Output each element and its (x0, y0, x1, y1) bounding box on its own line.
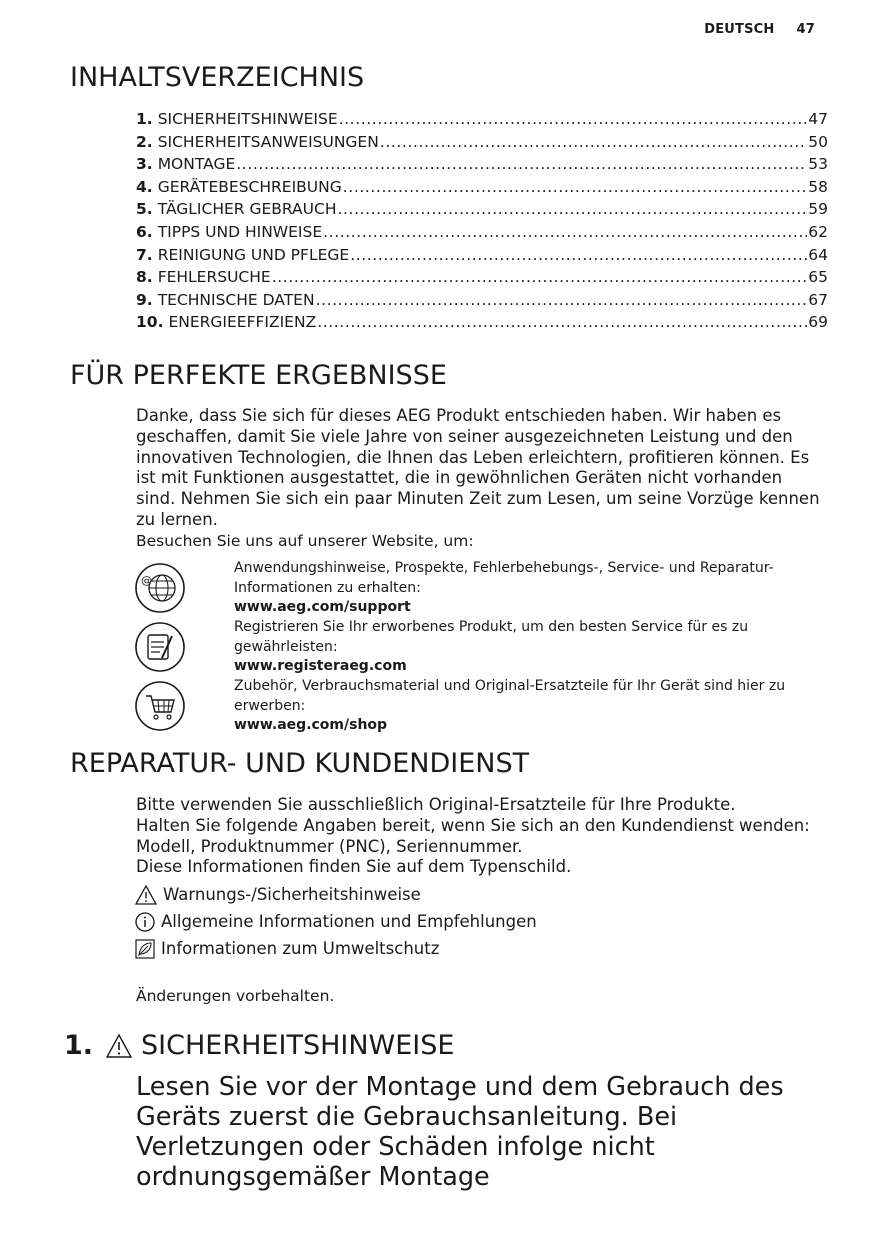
toc-item-number: 10. (136, 313, 164, 332)
website-item (134, 618, 814, 677)
globe-icon (134, 562, 186, 614)
website-description: Anwendungshinweise, Prospekte, Fehlerbehebungs-, Service- und Reparatur-Informationen zu erhalten: (234, 560, 774, 596)
perfect-results-title: FÜR PERFEKTE ERGEBNISSE (70, 360, 447, 391)
safety-section-title (64, 1030, 454, 1061)
toc-item-page: 62 (808, 222, 828, 241)
toc-item-label: TIPPS UND HINWEISE (157, 222, 323, 241)
svg-text:@: @ (141, 574, 152, 587)
warning-icon (105, 1033, 133, 1059)
intro-text (136, 406, 826, 552)
section-title: SICHERHEITSHINWEISE (141, 1030, 455, 1061)
symbol-row (134, 935, 537, 962)
page-number: 47 (796, 22, 815, 37)
toc-item[interactable] (136, 291, 828, 314)
toc-item[interactable] (136, 133, 828, 156)
toc-item-number: 8. (136, 268, 153, 287)
symbol-label: Informationen zum Umweltschutz (161, 939, 440, 958)
toc-item-page: 53 (808, 155, 828, 174)
website-description: Registrieren Sie Ihr erworbenes Produkt, um den besten Service für es zu gewährleisten: (234, 619, 749, 655)
toc-item-page: 58 (808, 177, 828, 196)
register-link[interactable]: www.registeraeg.com (234, 658, 407, 674)
toc-leader (323, 223, 807, 241)
toc-leader (350, 246, 807, 264)
language-label: DEUTSCH (704, 22, 775, 37)
toc-item[interactable] (136, 313, 828, 336)
warning-icon (134, 884, 158, 906)
toc-leader (272, 268, 808, 286)
toc-leader (236, 155, 807, 173)
cart-icon (134, 680, 186, 732)
toc-leader (317, 313, 807, 331)
toc-item[interactable] (136, 246, 828, 269)
toc-item-number: 1. (136, 110, 153, 128)
toc-leader (343, 178, 808, 196)
toc-item-number: 5. (136, 200, 153, 219)
toc-item-label: REINIGUNG UND PFLEGE (157, 245, 350, 264)
toc-item-label: MONTAGE (157, 155, 236, 174)
toc-item[interactable] (136, 223, 828, 246)
symbol-label: Allgemeine Informationen und Empfehlungen (161, 912, 537, 931)
toc-item-number: 4. (136, 177, 153, 196)
intro-paragraph: Danke, dass Sie sich für dieses AEG Produkt entschieden haben. Wir haben es geschaffen, damit Sie viele Jahre von seiner ausgezeichneten Leistung und den innovativen Technologien, die Ihnen das Leben erleichtern, profitieren können. Es ist mit Funktionen ausgestattet, die in gewöhnlichen Geräten nicht vorhanden sind. Nehmen Sie sich ein paar Minuten Zeit zum Lesen, um seine Vorzüge kennen zu lernen. (136, 406, 820, 529)
service-text (136, 795, 826, 878)
toc-item-label: FEHLERSUCHE (157, 268, 271, 287)
toc-item-label: TECHNISCHE DATEN (157, 290, 315, 309)
website-item (134, 677, 814, 736)
support-link[interactable]: www.aeg.com/support (234, 599, 411, 615)
service-line: Diese Informationen finden Sie auf dem Typenschild. (136, 857, 572, 877)
toc-item-label: SICHERHEITSANWEISUNGEN (157, 132, 379, 151)
toc-item-page: 64 (808, 245, 828, 264)
toc-item-page: 50 (808, 132, 828, 151)
symbol-row (134, 881, 537, 908)
safety-intro: Lesen Sie vor der Montage und dem Gebrauch des Geräts zuerst die Gebrauchsanleitung. Bei Verletzungen oder Schäden infolge nicht ordnungsgemäßer Montage (136, 1072, 784, 1192)
toc-item-page: 65 (808, 268, 828, 287)
toc-item-label: TÄGLICHER GEBRAUCH (157, 200, 337, 219)
leaf-icon (134, 938, 156, 960)
toc-leader (316, 291, 808, 309)
toc-item-number: 7. (136, 245, 153, 264)
website-intro: Besuchen Sie uns auf unserer Website, um: (136, 531, 474, 550)
toc-item[interactable] (136, 110, 828, 133)
toc-item-label: GERÄTEBESCHREIBUNG (157, 177, 342, 196)
toc-item-number: 2. (136, 132, 153, 151)
toc-item-page: 59 (808, 200, 828, 219)
toc-item-number: 9. (136, 290, 153, 309)
toc-item-page: 67 (808, 290, 828, 309)
symbol-row (134, 908, 537, 935)
section-number: 1. (64, 1030, 94, 1061)
toc-leader (380, 133, 807, 151)
service-line: Halten Sie folgende Angaben bereit, wenn Sie sich an den Kundendienst wenden: Modell, Produktnummer (PNC), Seriennummer. (136, 815, 810, 856)
register-icon (134, 621, 186, 673)
toc-leader (339, 110, 808, 128)
toc-item-page: 47 (808, 110, 828, 128)
shop-link[interactable]: www.aeg.com/shop (234, 717, 388, 733)
toc-leader (337, 200, 807, 218)
website-item (134, 559, 814, 618)
toc-item-number: 3. (136, 155, 153, 174)
page-header (704, 22, 815, 37)
service-line: Bitte verwenden Sie ausschließlich Original-Ersatzteile für Ihre Produkte. (136, 795, 736, 814)
toc-item[interactable] (136, 178, 828, 201)
toc-item[interactable] (136, 268, 828, 291)
toc-item-label: SICHERHEITSHINWEISE (157, 110, 338, 128)
table-of-contents (136, 110, 828, 336)
toc-item-page: 69 (808, 313, 828, 332)
info-icon (134, 911, 156, 933)
symbol-label: Warnungs-/Sicherheitshinweise (163, 885, 421, 904)
toc-item[interactable] (136, 200, 828, 223)
changes-note: Änderungen vorbehalten. (136, 987, 335, 1005)
symbol-legend (134, 881, 537, 962)
toc-item-label: ENERGIEEFFIZIENZ (168, 313, 317, 332)
website-list (134, 559, 814, 736)
service-title: REPARATUR- UND KUNDENDIENST (70, 748, 530, 779)
toc-item-number: 6. (136, 222, 153, 241)
website-description: Zubehör, Verbrauchsmaterial und Original-Ersatzteile für Ihr Gerät sind hier zu erwerben: (234, 678, 786, 714)
toc-title: INHALTSVERZEICHNIS (70, 62, 365, 93)
toc-item[interactable] (136, 155, 828, 178)
